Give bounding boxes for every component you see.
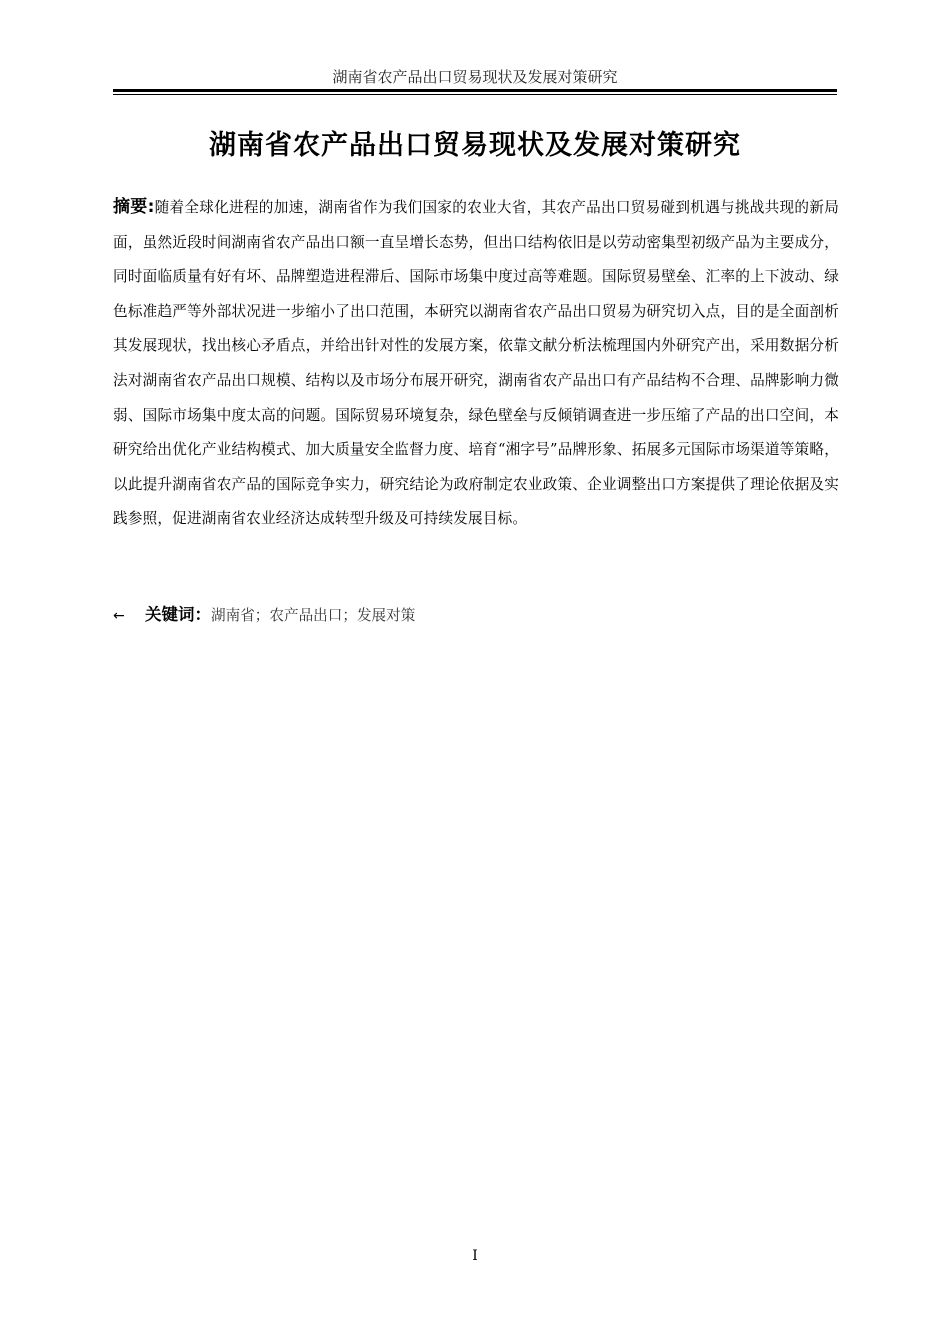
abstract-paragraph (113, 190, 839, 537)
document-title: 湖南省农产品出口贸易现状及发展对策研究 (209, 130, 741, 161)
left-arrow-icon: ← (113, 608, 125, 624)
abstract-text: 随着全球化进程的加速，湖南省作为我们国家的农业大省，其农产品出口贸易碰到机遇与挑战共现的新局面，虽然近段时间湖南省农产品出口额一直呈增长态势，但出口结构依旧是以劳动密集型初级产品为主要成分，同时面临质量有好有坏、品牌塑造进程滞后、国际市场集中度过高等难题。国际贸易壁垒、汇率的上下波动、绿色标准趋严等外部状况进一步缩小了出口范围，本研究以湖南省农产品出口贸易为研究切入点，目的是全面剖析其发展现状，找出核心矛盾点，并给出针对性的发展方案，依靠文献分析法梳理国内外研究产出，采用数据分析法对湖南省农产品出口规模、结构以及市场分布展开研究，湖南省农产品出口有产品结构不合理、品牌影响力微弱、国际市场集中度太高的问题。国际贸易环境复杂，绿色壁垒与反倾销调查进一步压缩了产品的出口空间，本研究给出优化产业结构模式、加大质量安全监督力度、培育“湘字号”品牌形象、拓展多元国际市场渠道等策略，以此提升湖南省农产品的国际竞争实力，研究结论为政府制定农业政策、企业调整出口方案提供了理论依据及实践参照，促进湖南省农业经济达成转型升级及可持续发展目标。 (113, 199, 839, 528)
abstract-colon: : (147, 197, 155, 217)
page-number: I (472, 1248, 478, 1264)
running-header: 湖南省农产品出口贸易现状及发展对策研究 (332, 68, 618, 86)
header-rule-thick (113, 89, 837, 92)
keywords-label: 关键词： (145, 605, 211, 624)
header-rule-thin (113, 94, 837, 95)
abstract-label: 摘要 (113, 197, 148, 217)
keywords-line (113, 600, 837, 631)
keywords-values: 湖南省；农产品出口；发展对策 (211, 607, 416, 624)
